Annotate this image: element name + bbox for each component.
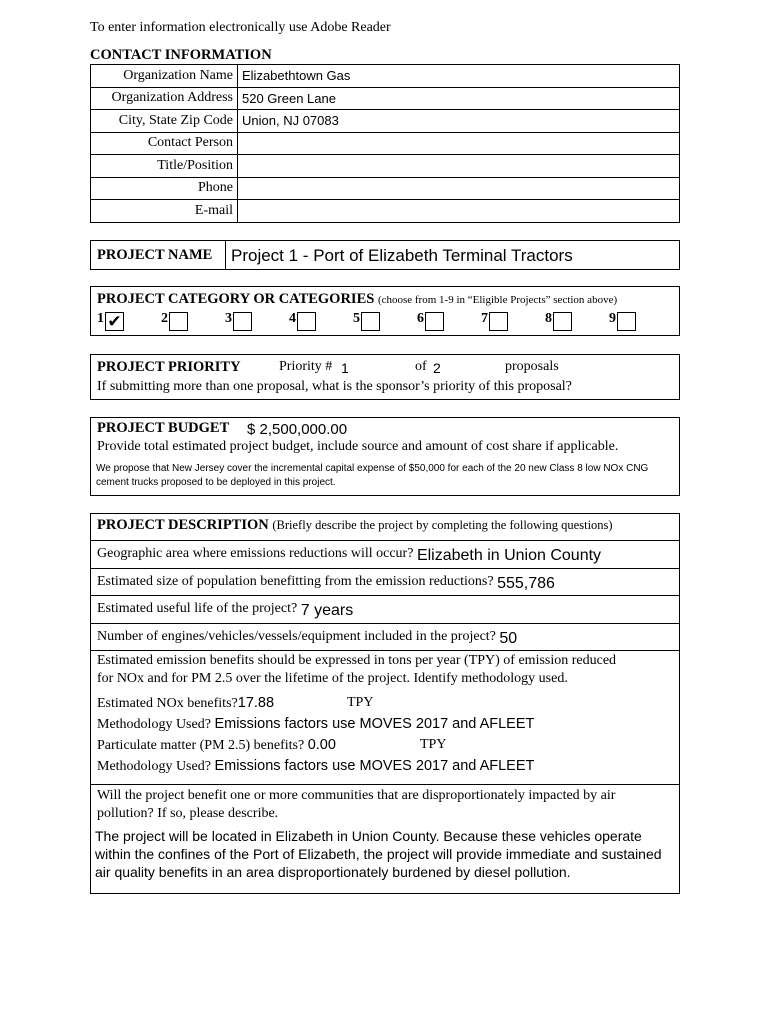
table-row (91, 87, 680, 110)
nox-tpy-label: TPY (347, 695, 374, 710)
budget-instruction: Provide total estimated project budget, include source and amount of cost share if applicable. (97, 439, 619, 454)
emissions-intro-line-2: for NOx and for PM 2.5 over the lifetime of the project. Identify methodology used. (97, 671, 568, 686)
category-option-9 (609, 311, 636, 330)
description-note: (Briefly describe the project by completing the following questions) (272, 518, 613, 532)
category-checkbox-2[interactable] (169, 312, 188, 331)
table-row (91, 200, 680, 223)
pm-methodology-question: Methodology Used? (97, 759, 211, 774)
population-row (91, 569, 679, 597)
useful-life-row (91, 596, 679, 624)
useful-life-question: Estimated useful life of the project? (97, 601, 298, 616)
category-option-5 (353, 311, 380, 330)
equipment-count-field[interactable]: 50 (499, 629, 518, 647)
table-row (91, 132, 680, 155)
category-number: 8 (545, 311, 552, 326)
organization-address-label: Organization Address (91, 87, 238, 110)
category-checkbox-9[interactable] (617, 312, 636, 331)
description-title: PROJECT DESCRIPTION (97, 517, 269, 533)
geographic-area-question: Geographic area where emissions reductions will occur? (97, 546, 414, 561)
category-checkbox-1[interactable]: ✔ (105, 312, 124, 331)
project-name-label: PROJECT NAME (91, 241, 226, 269)
project-category-title: PROJECT CATEGORY OR CATEGORIES (97, 291, 375, 307)
city-state-zip-label: City, State Zip Code (91, 110, 238, 133)
category-number: 5 (353, 311, 360, 326)
priority-number-field[interactable]: 1 (341, 360, 349, 376)
geographic-area-field[interactable]: Elizabeth in Union County (416, 547, 602, 564)
description-header (91, 514, 679, 541)
population-field[interactable]: 555,786 (497, 574, 555, 592)
description-heading (97, 517, 613, 534)
project-name-field[interactable]: Project 1 - Port of Elizabeth Terminal Tractors (231, 246, 573, 265)
pm-tpy-label: TPY (420, 737, 447, 752)
project-priority-label: PROJECT PRIORITY (97, 359, 241, 375)
category-number: 4 (289, 311, 296, 326)
category-checkbox-3[interactable] (233, 312, 252, 331)
project-category-box (90, 286, 680, 336)
table-row (91, 177, 680, 200)
budget-description-field[interactable]: We propose that New Jersey cover the incremental capital expense of $50,000 for each of the 20 new Class 8 low NOx CNG cement trucks proposed to be deployed in this project. (96, 463, 649, 488)
table-row (91, 155, 680, 178)
category-number: 6 (417, 311, 424, 326)
project-priority-box (90, 354, 680, 400)
priority-of-label: of (415, 359, 427, 374)
contact-table (90, 64, 680, 223)
email-label: E-mail (91, 200, 238, 223)
nox-methodology-question: Methodology Used? (97, 717, 211, 732)
category-checkbox-4[interactable] (297, 312, 316, 331)
community-benefit-section (91, 785, 679, 893)
equipment-count-question: Number of engines/vehicles/vessels/equipment included in the project? (97, 628, 496, 644)
category-checkbox-5[interactable] (361, 312, 380, 331)
nox-benefits-question: Estimated NOx benefits? (97, 696, 238, 711)
community-benefit-field[interactable]: The project will be located in Elizabeth in Union County. Because these vehicles operate within the confines of the Port of Elizabeth, the project will provide immediate and sustained air quality benefits in an area disproportionately burdened by diesel pollution. (95, 828, 662, 880)
category-option-1 (97, 311, 124, 330)
category-option-6 (417, 311, 444, 330)
geographic-area-row (91, 541, 679, 569)
nox-benefits-field[interactable]: 17.88 (237, 695, 275, 711)
category-checkbox-6[interactable] (425, 312, 444, 331)
category-option-8 (545, 311, 572, 330)
form-instructions: To enter information electronically use Adobe Reader (90, 20, 391, 35)
equipment-count-row (91, 624, 679, 652)
project-budget-field[interactable]: $ 2,500,000.00 (247, 421, 348, 438)
category-checkbox-7[interactable] (489, 312, 508, 331)
community-benefit-question: Will the project benefit one or more communities that are disproportionately impacted by air pollution? If so, please describe. (97, 788, 616, 821)
project-category-heading (97, 291, 617, 308)
category-number: 3 (225, 311, 232, 326)
nox-methodology-field[interactable]: Emissions factors use MOVES 2017 and AFLEET (214, 716, 535, 732)
project-budget-label: PROJECT BUDGET (97, 420, 230, 436)
project-budget-box (90, 417, 680, 496)
priority-proposals-label: proposals (505, 359, 559, 374)
category-option-4 (289, 311, 316, 330)
title-position-label: Title/Position (91, 155, 238, 178)
table-row (91, 65, 680, 88)
table-row (91, 110, 680, 133)
organization-name-field[interactable]: Elizabethtown Gas (238, 65, 680, 88)
organization-address-field[interactable]: 520 Green Lane (238, 87, 680, 110)
phone-field[interactable] (238, 177, 680, 200)
pm-benefits-question: Particulate matter (PM 2.5) benefits? (97, 738, 305, 753)
useful-life-field[interactable]: 7 years (300, 602, 354, 619)
email-field[interactable] (238, 200, 680, 223)
contact-person-label: Contact Person (91, 132, 238, 155)
priority-question: If submitting more than one proposal, what is the sponsor’s priority of this proposal? (97, 379, 572, 394)
project-description-box (90, 513, 680, 894)
priority-total-field[interactable]: 2 (433, 360, 441, 376)
organization-name-label: Organization Name (91, 65, 238, 88)
emission-benefits-section (91, 651, 679, 785)
category-number: 9 (609, 311, 616, 326)
city-state-zip-field[interactable]: Union, NJ 07083 (238, 110, 680, 133)
project-name-box (90, 240, 680, 270)
priority-number-label: Priority # (279, 359, 333, 374)
pm-methodology-field[interactable]: Emissions factors use MOVES 2017 and AFLEET (214, 758, 535, 774)
project-category-note: (choose from 1-9 in “Eligible Projects” section above) (377, 294, 618, 306)
category-option-2 (161, 311, 188, 330)
contact-heading: CONTACT INFORMATION (90, 47, 272, 63)
category-option-3 (225, 311, 252, 330)
contact-person-field[interactable] (238, 132, 680, 155)
population-question: Estimated size of population benefitting from the emission reductions? (97, 573, 494, 589)
pm-benefits-field[interactable]: 0.00 (307, 737, 336, 753)
category-option-7 (481, 311, 508, 330)
phone-label: Phone (91, 177, 238, 200)
category-checkbox-8[interactable] (553, 312, 572, 331)
category-number: 1 (97, 311, 104, 326)
category-number: 7 (481, 311, 488, 326)
category-number: 2 (161, 311, 168, 326)
emissions-intro-line-1: Estimated emission benefits should be expressed in tons per year (TPY) of emission reduced (97, 653, 617, 668)
title-position-field[interactable] (238, 155, 680, 178)
